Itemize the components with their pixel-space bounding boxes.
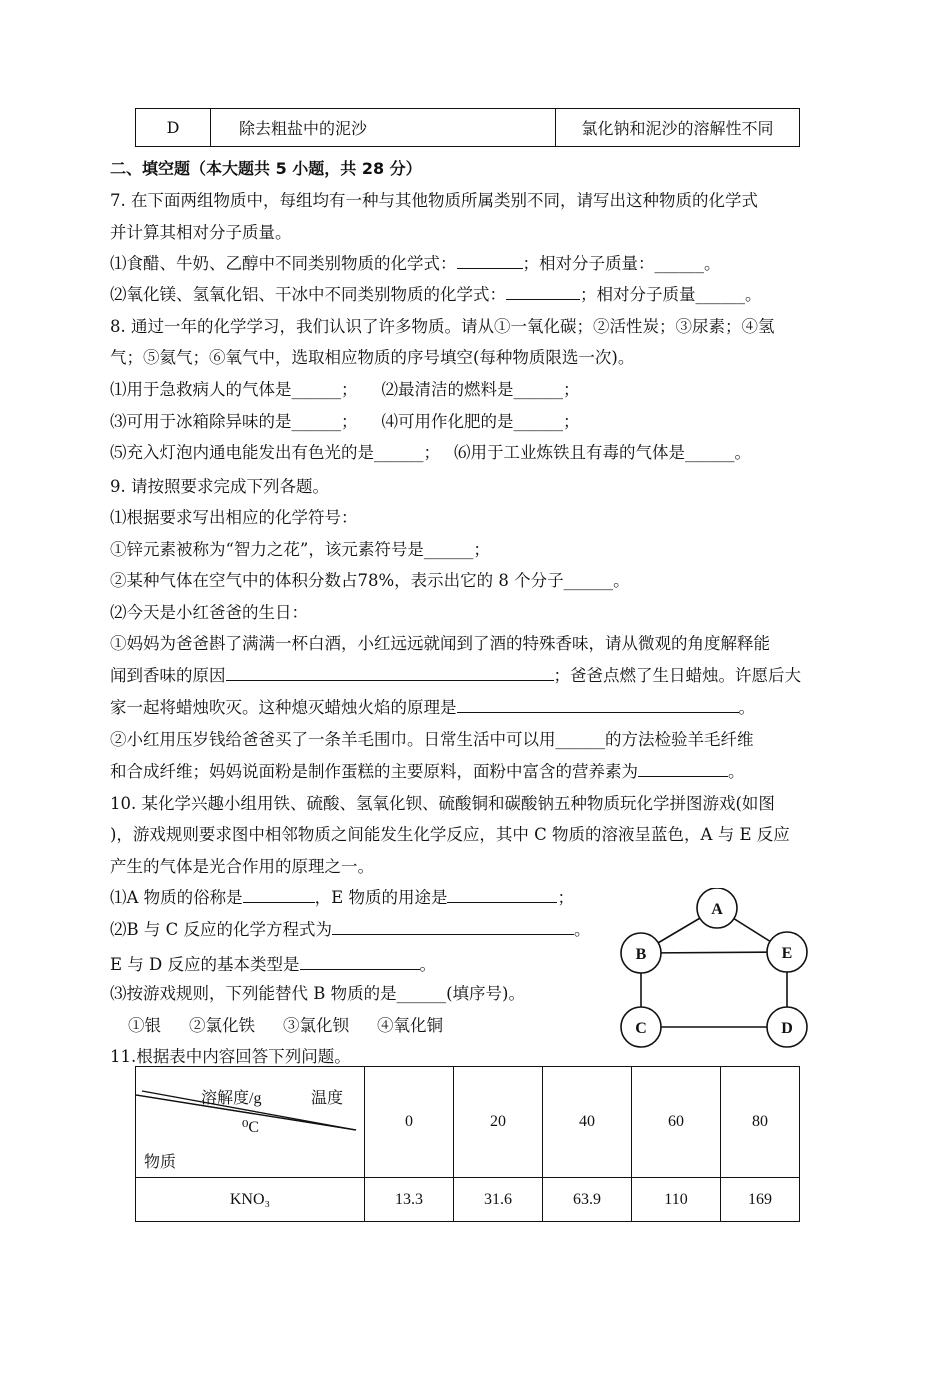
q8-row3: [110, 442, 751, 464]
q9-line10a: 和合成纤维；妈妈说面粉是制作蛋糕的主要原料，面粉中富含的营养素为: [110, 762, 638, 781]
answer-blank[interactable]: [332, 919, 574, 935]
header-unit: ⁰C: [242, 1119, 260, 1136]
header-solubility: 溶解度/g: [201, 1090, 262, 1107]
q9-line3: ①锌元素被称为“智力之花”，该元素符号是______；: [110, 540, 490, 559]
q10-line6: [110, 954, 436, 976]
q10-line3: 产生的气体是光合作用的原理之一。: [110, 857, 374, 876]
q7-line1: 7. 在下面两组物质中，每组均有一种与其他物质所属类别不同，请写出这种物质的化学式: [110, 191, 758, 210]
node-b-label: B: [635, 946, 647, 963]
q9-line7b: ；爸爸点燃了生日蜡烛。许愿后大: [553, 666, 801, 685]
answer-blank[interactable]: [243, 887, 315, 903]
q8-r1a: ⑴用于急救病人的气体是______；: [110, 380, 358, 399]
q10-line6b: 。: [419, 955, 437, 974]
node-a: [697, 888, 737, 928]
answer-blank[interactable]: [226, 665, 554, 681]
q9-line8: [110, 697, 755, 719]
section-title: 二、填空题（本大题共 5 小题，共 28 分）: [110, 159, 422, 178]
node-c: [621, 1007, 661, 1047]
q7-sub1-b: ；相对分子质量：: [522, 254, 655, 273]
q10-line5: [110, 919, 591, 941]
q9-line4: ②某种气体在空气中的体积分数占78%，表示出它的 8 个分子______。: [110, 571, 630, 590]
q7-sub1: [110, 253, 721, 275]
reaction-diagram: [610, 888, 830, 1058]
answer-blank[interactable]: [506, 284, 580, 300]
value-20: 31.6: [454, 1178, 543, 1222]
q8-r1b: ⑵最清洁的燃料是______；: [381, 380, 580, 399]
temp-40: 40: [543, 1067, 632, 1178]
q11-line1: 11.根据表中内容回答下列问题。: [110, 1047, 351, 1066]
q8-r2a: ⑶可用于冰箱除异味的是______；: [110, 412, 358, 431]
q8-r3a: ⑸充入灯泡内通电能发出有色光的是______；: [110, 443, 440, 462]
option-4: ④氧化铜: [377, 1016, 443, 1035]
node-c-label: C: [635, 1020, 647, 1037]
node-a-label: A: [711, 901, 723, 918]
temp-20: 20: [454, 1067, 543, 1178]
node-e-label: E: [781, 945, 793, 962]
q9-line2: ⑴根据要求写出相应的化学符号：: [110, 508, 358, 527]
value-60: 110: [632, 1178, 721, 1222]
q7-sub2-c: ______。: [695, 285, 762, 304]
node-d-label: D: [781, 1020, 793, 1037]
q8-line1: 8. 通过一年的化学学习，我们认识了许多物质。请从①一氧化碳；②活性炭；③尿素；④氢: [110, 317, 775, 336]
q10-line4a: ⑴A 物质的俗称是: [110, 888, 243, 907]
answer-blank[interactable]: [457, 697, 739, 713]
q9-line1: 9. 请按照要求完成下列各题。: [110, 477, 329, 496]
temp-80: 80: [721, 1067, 800, 1178]
q8-r3b: ⑹用于工业炼铁且有毒的气体是______。: [454, 443, 751, 462]
answer-blank[interactable]: [447, 887, 557, 903]
q8-line2: 气；⑤氦气；⑥氧气中，选取相应物质的序号填空(每种物质限选一次)。: [110, 348, 635, 367]
q9-line8b: 。: [738, 698, 755, 717]
answer-blank[interactable]: [457, 253, 523, 269]
option-table: [135, 108, 800, 147]
temp-0: 0: [365, 1067, 454, 1178]
q8-r2b: ⑷可用作化肥的是______；: [381, 412, 580, 431]
q10-line1: 10. 某化学兴趣小组用铁、硫酸、氢氧化钡、硫酸铜和碳酸钠五种物质玩化学拼图游戏(如图: [110, 794, 775, 813]
node-e: [767, 932, 807, 972]
q10-line5b: 。: [574, 920, 591, 939]
option-3: ③氯化钡: [283, 1016, 349, 1035]
q10-line4b: ，E 物质的用途是: [314, 888, 448, 907]
answer-blank[interactable]: [638, 761, 728, 777]
q10-line2: )，游戏规则要求图中相邻物质之间能发生化学反应，其中 C 物质的溶液呈蓝色，A 与 E 反应: [110, 825, 790, 844]
q10-line6a: E 与 D 反应的基本类型是: [110, 955, 300, 974]
value-80: 169: [721, 1178, 800, 1222]
value-40: 63.9: [543, 1178, 632, 1222]
q10-line4: [110, 887, 574, 909]
q10-options: [128, 1015, 471, 1037]
value-0: 13.3: [365, 1178, 454, 1222]
q7-sub2-a: ⑵氧化镁、氢氧化铝、干冰中不同类别物质的化学式：: [110, 285, 506, 304]
q10-line4c: ；: [557, 888, 574, 907]
q9-line9: ②小红用压岁钱给爸爸买了一条羊毛围巾。日常生活中可以用______的方法检验羊毛纤维: [110, 730, 754, 749]
option-2: ②氯化铁: [189, 1016, 255, 1035]
q7-sub2: [110, 284, 762, 306]
q7-sub2-b: ；相对分子质量: [580, 285, 696, 304]
q9-line10: [110, 761, 745, 783]
q7-sub1-a: ⑴食醋、牛奶、乙醇中不同类别物质的化学式：: [110, 254, 457, 273]
node-b: [621, 933, 661, 973]
answer-blank[interactable]: [300, 954, 420, 970]
q7-line2: 并计算其相对分子质量。: [110, 223, 292, 242]
option-1: ①银: [128, 1016, 161, 1035]
q10-line7: ⑶按游戏规则，下列能替代 B 物质的是______(填序号)。: [110, 984, 525, 1003]
q8-row2: [110, 411, 580, 433]
solubility-table: [135, 1066, 800, 1222]
q7-sub1-c: ______。: [654, 254, 721, 273]
q9-line10b: 。: [728, 762, 745, 781]
row-substance: KNO₃: [136, 1178, 365, 1222]
q9-line6: ①妈妈为爸爸斟了满满一杯白酒，小红远远就闻到了酒的特殊香味，请从微观的角度解释能: [110, 634, 770, 653]
header-diagonal-cell: [136, 1067, 365, 1178]
q9-line5: ⑵今天是小红爸爸的生日：: [110, 603, 308, 622]
option-action: 除去粗盐中的泥沙: [211, 109, 556, 147]
header-temperature: 温度: [311, 1090, 344, 1107]
option-reason: 氯化钠和泥沙的溶解性不同: [556, 109, 800, 147]
q10-line5a: ⑵B 与 C 反应的化学方程式为: [110, 920, 332, 939]
q9-line7: [110, 665, 801, 687]
option-letter: D: [136, 109, 211, 147]
node-d: [767, 1007, 807, 1047]
q9-line8a: 家一起将蜡烛吹灭。这种熄灭蜡烛火焰的原理是: [110, 698, 457, 717]
header-substance: 物质: [144, 1154, 177, 1171]
temp-60: 60: [632, 1067, 721, 1178]
q9-line7a: 闻到香味的原因: [110, 666, 226, 685]
q8-row1: [110, 379, 580, 401]
